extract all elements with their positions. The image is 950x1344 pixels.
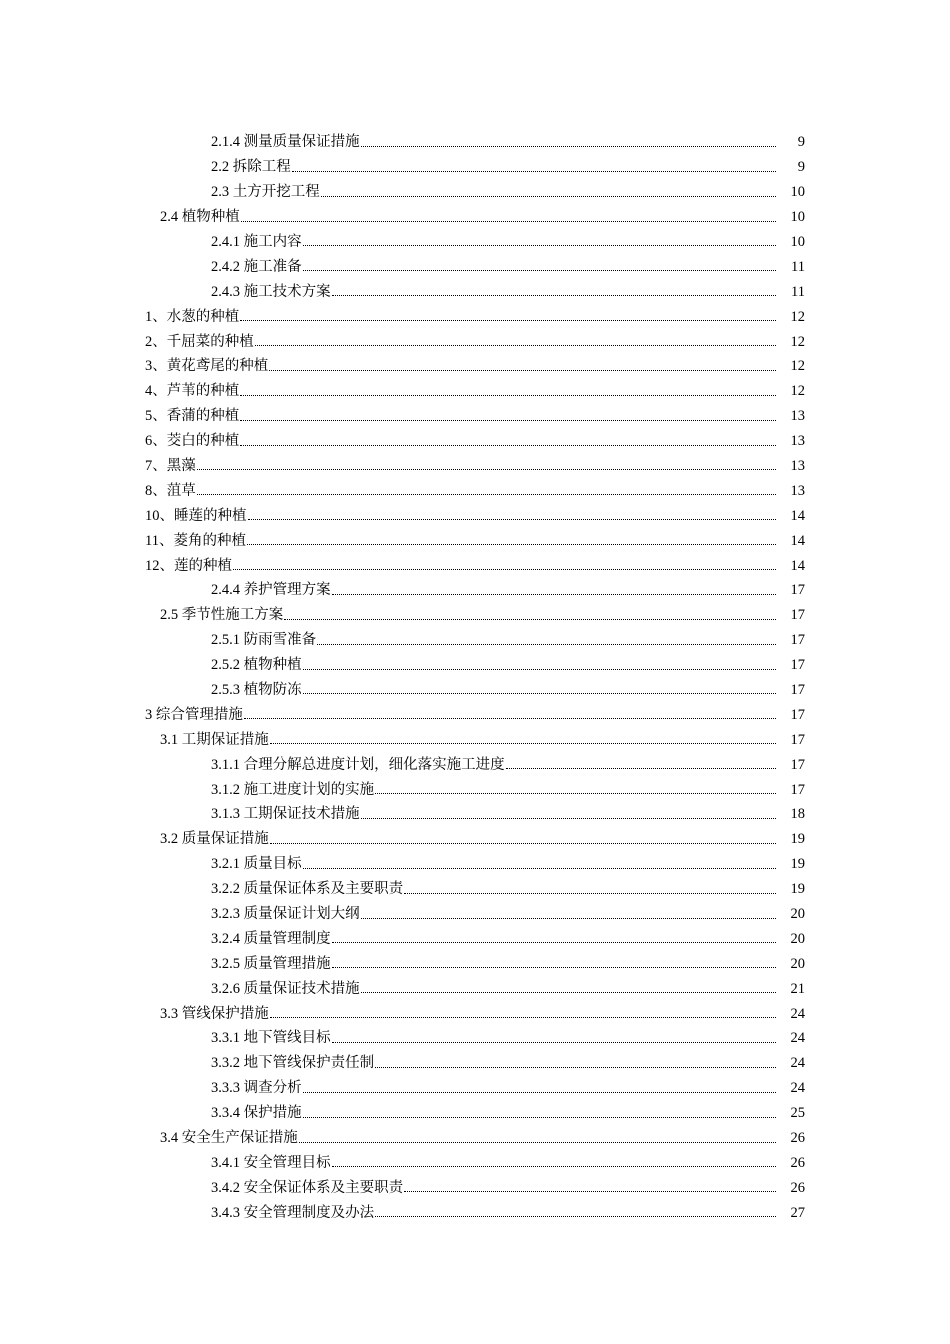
toc-entry-page-number: 19 [790, 831, 805, 848]
toc-entry-title: 8、菹草 [145, 482, 196, 499]
toc-dot-leader [404, 1191, 776, 1192]
toc-entry[interactable] [0, 1121, 950, 1146]
toc-entry-page-number: 12 [790, 358, 805, 375]
toc-entry-title: 3.4.3 安全管理制度及办法 [211, 1204, 375, 1221]
toc-entry-page-number: 13 [790, 482, 805, 499]
toc-entry-title: 2.5 季节性施工方案 [160, 607, 284, 624]
toc-dot-leader [240, 320, 776, 321]
toc-entry[interactable] [0, 1046, 950, 1071]
toc-dot-leader [270, 1017, 776, 1018]
toc-dot-leader [332, 1042, 776, 1043]
toc-entry[interactable] [0, 523, 950, 548]
toc-entry-page-number: 9 [797, 134, 805, 151]
toc-entry-title: 3.3.1 地下管线目标 [211, 1030, 331, 1047]
toc-dot-leader [375, 1216, 776, 1217]
toc-entry-title: 10、睡莲的种植 [145, 507, 247, 524]
toc-entry-title: 7、黑藻 [145, 457, 196, 474]
toc-dot-leader [317, 644, 776, 645]
toc-entry-page-number: 25 [790, 1105, 805, 1122]
toc-entry-page-number: 20 [790, 906, 805, 922]
toc-entry-page-number: 10 [790, 233, 805, 250]
toc-entry-title: 3.2.5 质量管理措施 [211, 955, 331, 972]
toc-dot-leader [244, 718, 776, 719]
toc-dot-leader [292, 171, 776, 172]
toc-entry-page-number: 13 [790, 408, 805, 425]
toc-entry-page-number: 17 [790, 582, 805, 599]
toc-entry-title: 2.2 拆除工程 [211, 159, 291, 176]
toc-entry-page-number: 10 [790, 209, 805, 226]
toc-entry-page-number: 20 [790, 930, 805, 947]
toc-entry-title: 3.3.2 地下管线保护责任制 [211, 1055, 375, 1072]
toc-entry-title: 2.4.1 施工内容 [211, 233, 302, 250]
toc-entry[interactable] [0, 424, 950, 449]
toc-entry-page-number: 24 [790, 1030, 805, 1047]
toc-dot-leader [241, 221, 776, 222]
toc-entry-page-number: 12 [790, 383, 805, 400]
toc-entry-page-number: 24 [790, 1080, 805, 1097]
toc-entry[interactable] [0, 1021, 950, 1046]
toc-dot-leader [321, 196, 776, 197]
toc-dot-leader [404, 893, 776, 894]
toc-entry[interactable] [0, 922, 950, 947]
toc-entry-title: 3.4 安全生产保证措施 [160, 1130, 298, 1147]
toc-dot-leader [303, 868, 776, 869]
toc-entry-page-number: 27 [790, 1204, 805, 1221]
toc-entry-title: 3.2.6 质量保证技术措施 [211, 980, 360, 997]
toc-entry-page-number: 13 [790, 457, 805, 474]
toc-entry[interactable] [0, 598, 950, 623]
toc-entry-page-number: 17 [790, 657, 805, 674]
toc-entry-title: 4、芦苇的种植 [145, 383, 240, 400]
toc-dot-leader [240, 395, 776, 396]
toc-dot-leader [361, 146, 776, 147]
toc-entry-title: 3.2.1 质量目标 [211, 856, 302, 873]
toc-entry[interactable] [0, 722, 950, 747]
toc-entry-title: 3.4.2 安全保证体系及主要职责 [211, 1179, 404, 1196]
toc-entry[interactable] [0, 872, 950, 897]
toc-entry[interactable] [0, 648, 950, 673]
toc-entry[interactable] [0, 1096, 950, 1121]
toc-entry-page-number: 20 [790, 955, 805, 972]
toc-entry-title: 2.5.2 植物种植 [211, 657, 302, 674]
toc-entry[interactable] [0, 200, 950, 225]
toc-entry[interactable] [0, 473, 950, 498]
toc-entry-page-number: 17 [790, 756, 805, 773]
toc-entry-title: 1、水葱的种植 [145, 308, 240, 325]
toc-entry[interactable] [0, 399, 950, 424]
toc-dot-leader [303, 669, 776, 670]
toc-dot-leader [270, 843, 776, 844]
toc-entry-page-number: 14 [790, 532, 805, 549]
toc-entry-page-number: 24 [790, 1055, 805, 1072]
toc-entry[interactable] [0, 249, 950, 274]
toc-entry[interactable] [0, 772, 950, 797]
toc-entry[interactable] [0, 498, 950, 523]
toc-entry[interactable] [0, 449, 950, 474]
toc-entry-title: 2.4.3 施工技术方案 [211, 283, 331, 300]
toc-dot-leader [247, 544, 776, 545]
toc-entry-page-number: 26 [790, 1179, 805, 1196]
toc-entry[interactable] [0, 125, 950, 150]
toc-entry-title: 2.1.4 测量质量保证措施 [211, 134, 360, 151]
toc-entry-page-number: 17 [790, 706, 805, 723]
toc-entry[interactable] [0, 150, 950, 175]
toc-entry-page-number: 17 [790, 781, 805, 798]
toc-entry-page-number: 12 [790, 333, 805, 350]
toc-entry-title: 3.1.2 施工进度计划的实施 [211, 781, 375, 798]
toc-entry[interactable] [0, 996, 950, 1021]
toc-dot-leader [375, 793, 776, 794]
toc-dot-leader [197, 469, 776, 470]
toc-entry[interactable] [0, 847, 950, 872]
toc-dot-leader [332, 594, 776, 595]
toc-entry-title: 3.1 工期保证措施 [160, 731, 269, 748]
toc-entry[interactable] [0, 897, 950, 922]
toc-dot-leader [270, 743, 776, 744]
toc-entry-title: 3.3 管线保护措施 [160, 1005, 269, 1022]
toc-entry-title: 3.1.3 工期保证技术措施 [211, 806, 360, 823]
toc-dot-leader [303, 1117, 776, 1118]
toc-entry-title: 6、茭白的种植 [145, 433, 240, 450]
toc-dot-leader [299, 1142, 776, 1143]
toc-entry[interactable] [0, 573, 950, 598]
toc-entry-title: 12、莲的种植 [145, 557, 232, 574]
toc-entry-page-number: 26 [790, 1154, 805, 1171]
toc-entry-title: 3.3.4 保护措施 [211, 1105, 302, 1122]
toc-entry-page-number: 11 [791, 258, 805, 275]
toc-entry-title: 5、香蒲的种植 [145, 408, 240, 425]
toc-entry[interactable] [0, 1195, 950, 1220]
toc-entry[interactable] [0, 1071, 950, 1096]
toc-entry[interactable] [0, 971, 950, 996]
toc-entry-title: 2.5.3 植物防冻 [211, 681, 302, 698]
toc-entry[interactable] [0, 1170, 950, 1195]
toc-entry-page-number: 19 [790, 881, 805, 898]
toc-entry-title: 3.2.3 质量保证计划大纲 [211, 906, 360, 922]
toc-entry-page-number: 26 [790, 1130, 805, 1147]
toc-entry-title: 3、黄花鸢尾的种植 [145, 358, 269, 375]
toc-entry-page-number: 17 [790, 607, 805, 624]
toc-dot-leader [332, 942, 776, 943]
toc-entry[interactable] [0, 1146, 950, 1171]
toc-entry[interactable] [0, 349, 950, 374]
toc-dot-leader [506, 768, 776, 769]
toc-entry[interactable] [0, 175, 950, 200]
toc-entry-title: 2.4.2 施工准备 [211, 258, 302, 275]
toc-entry-page-number: 11 [791, 283, 805, 300]
toc-entry-page-number: 14 [790, 557, 805, 574]
toc-entry-page-number: 17 [790, 681, 805, 698]
toc-entry[interactable] [0, 299, 950, 324]
toc-dot-leader [375, 1067, 776, 1068]
toc-dot-leader [361, 918, 776, 919]
toc-dot-leader [240, 445, 776, 446]
toc-entry[interactable] [0, 623, 950, 648]
toc-entry-page-number: 13 [790, 433, 805, 450]
toc-dot-leader [332, 1166, 776, 1167]
toc-entry-title: 2.3 土方开挖工程 [211, 184, 320, 201]
toc-entry-page-number: 24 [790, 1005, 805, 1022]
toc-dot-leader [361, 992, 776, 993]
toc-entry[interactable] [0, 274, 950, 299]
toc-dot-leader [269, 370, 776, 371]
toc-entry-title: 3.2.4 质量管理制度 [211, 930, 331, 947]
toc-entry-title: 11、菱角的种植 [145, 532, 246, 549]
toc-entry[interactable] [0, 225, 950, 250]
toc-entry[interactable] [0, 673, 950, 698]
toc-dot-leader [197, 494, 776, 495]
toc-entry-page-number: 10 [790, 184, 805, 201]
toc-entry-title: 3 综合管理措施 [145, 706, 243, 723]
toc-entry[interactable] [0, 374, 950, 399]
toc-entry-title: 3.2.2 质量保证体系及主要职责 [211, 881, 404, 898]
toc-entry[interactable] [0, 697, 950, 722]
toc-entry-title: 3.1.1 合理分解总进度计划，细化落实施工进度 [211, 756, 505, 773]
toc-dot-leader [361, 818, 776, 819]
toc-entry-page-number: 18 [790, 806, 805, 823]
toc-dot-leader [303, 245, 776, 246]
table-of-contents [0, 125, 950, 1220]
toc-entry-title: 2.4 植物种植 [160, 209, 240, 226]
toc-entry-page-number: 12 [790, 308, 805, 325]
toc-entry[interactable] [0, 822, 950, 847]
toc-entry-title: 2.4.4 养护管理方案 [211, 582, 331, 599]
toc-dot-leader [284, 619, 776, 620]
toc-entry[interactable] [0, 946, 950, 971]
toc-dot-leader [303, 693, 776, 694]
toc-entry-page-number: 9 [797, 159, 805, 176]
toc-dot-leader [233, 569, 776, 570]
toc-dot-leader [240, 420, 776, 421]
toc-dot-leader [255, 345, 776, 346]
toc-entry-page-number: 17 [790, 731, 805, 748]
toc-entry-title: 3.4.1 安全管理目标 [211, 1154, 331, 1171]
toc-entry[interactable] [0, 747, 950, 772]
toc-entry[interactable] [0, 797, 950, 822]
toc-entry-page-number: 17 [790, 632, 805, 649]
toc-entry[interactable] [0, 548, 950, 573]
toc-entry-title: 2.5.1 防雨雪准备 [211, 632, 317, 649]
toc-entry-title: 3.2 质量保证措施 [160, 831, 269, 848]
toc-entry-page-number: 21 [790, 980, 805, 997]
toc-dot-leader [248, 519, 777, 520]
toc-entry-title: 3.3.3 调查分析 [211, 1080, 302, 1097]
toc-entry[interactable] [0, 324, 950, 349]
toc-entry-page-number: 14 [790, 507, 805, 524]
toc-entry-page-number: 19 [790, 856, 805, 873]
toc-dot-leader [303, 1092, 776, 1093]
toc-dot-leader [332, 295, 776, 296]
toc-dot-leader [332, 967, 776, 968]
toc-dot-leader [303, 270, 776, 271]
toc-entry-title: 2、千屈菜的种植 [145, 333, 254, 350]
